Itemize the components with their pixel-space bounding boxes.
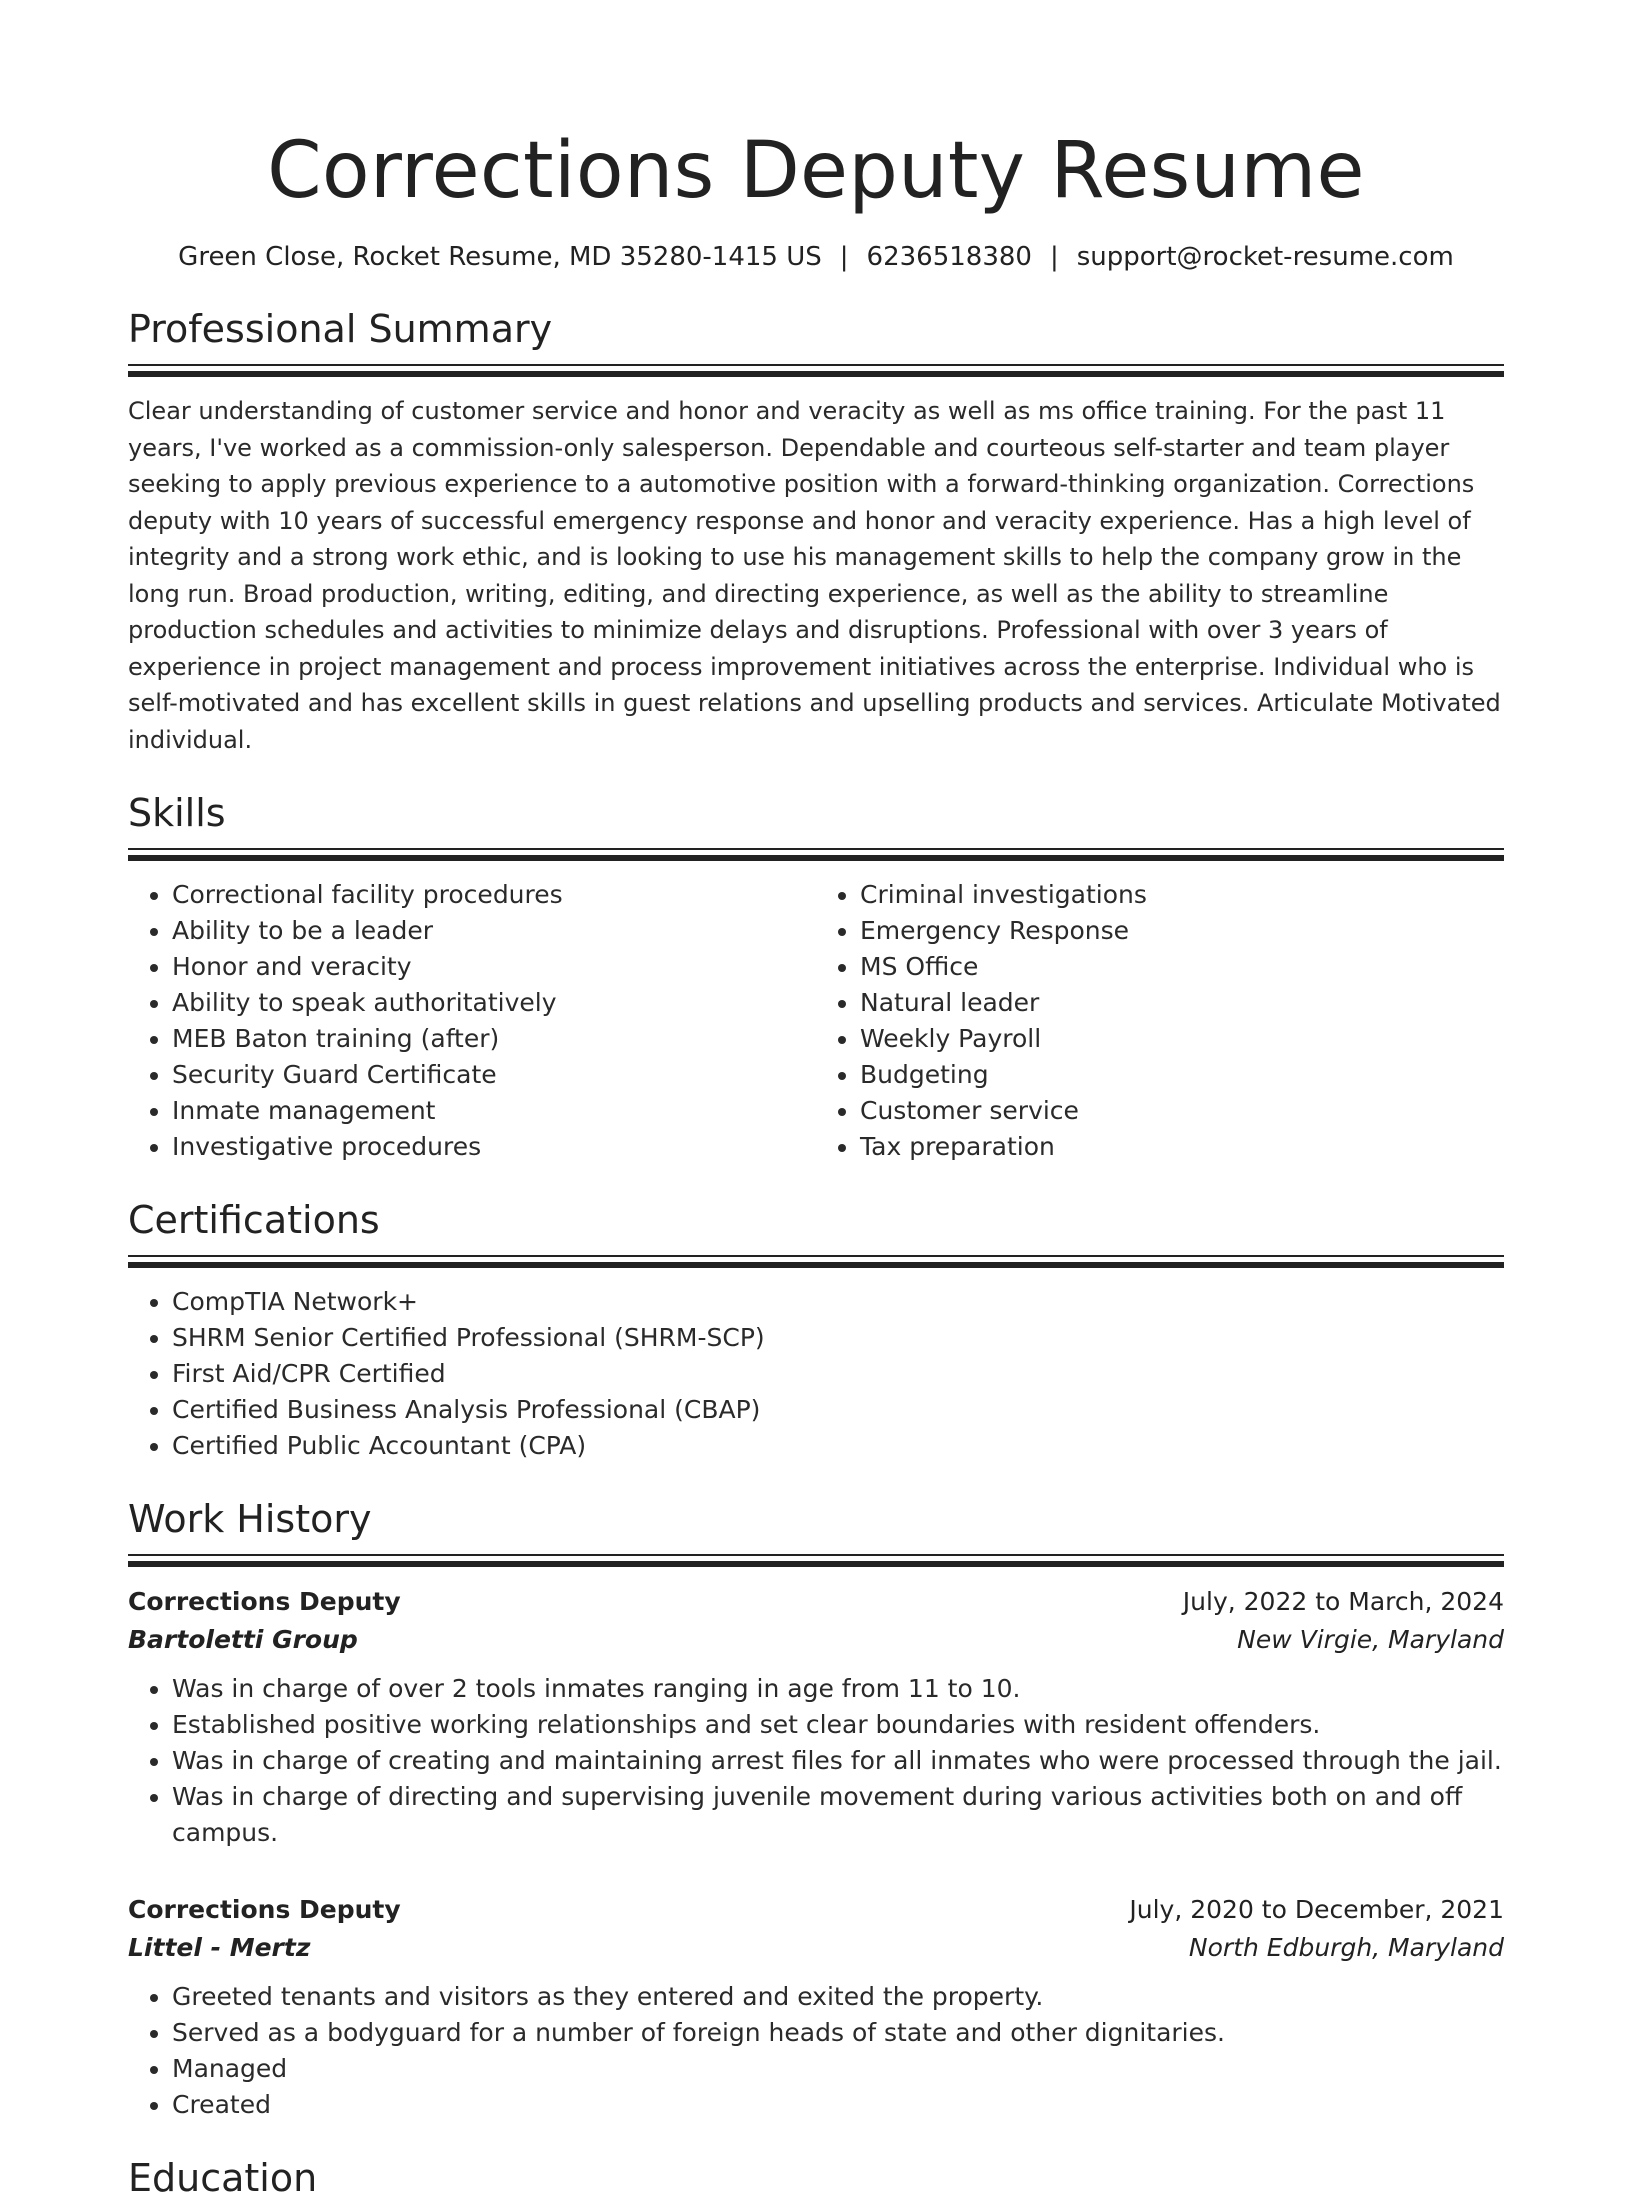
section-divider <box>128 1255 1504 1268</box>
certifications-section <box>128 1197 1504 1464</box>
skill-item: • Customer service <box>860 1093 1504 1129</box>
section-divider <box>128 1554 1504 1567</box>
skill-item: • Natural leader <box>860 985 1504 1021</box>
resume-title: Corrections Deputy Resume <box>267 126 1365 216</box>
job-bullets <box>128 1671 1504 1851</box>
skill-item: • Budgeting <box>860 1057 1504 1093</box>
contact-address: Green Close, Rocket Resume, MD 35280-1415 US <box>178 242 822 272</box>
job-bullet: • Established positive working relationships and set clear boundaries with resident offenders. <box>172 1707 1504 1743</box>
certification-item: • Certified Business Analysis Professional (CBAP) <box>172 1392 1504 1428</box>
education-heading: Education <box>128 2156 318 2200</box>
skill-item: • Emergency Response <box>860 913 1504 949</box>
certifications-heading: Certifications <box>128 1198 380 1242</box>
contact-separator: | <box>1049 242 1059 272</box>
job-bullet: • Created <box>172 2087 1504 2123</box>
job-title: Corrections Deputy <box>128 1587 401 1616</box>
skills-list-left <box>128 877 816 1165</box>
job-bullet: • Was in charge of creating and maintaining arrest files for all inmates who were processed through the jail. <box>172 1743 1504 1779</box>
skill-item: • Honor and veracity <box>172 949 816 985</box>
contact-phone: 6236518380 <box>866 242 1032 272</box>
section-divider <box>128 364 1504 377</box>
skills-section <box>128 790 1504 1165</box>
skills-columns <box>128 877 1504 1165</box>
job-bullet: • Greeted tenants and visitors as they entered and exited the property. <box>172 1979 1504 2015</box>
skill-item: • Criminal investigations <box>860 877 1504 913</box>
skill-item: • Correctional facility procedures <box>172 877 816 913</box>
certification-item: • SHRM Senior Certified Professional (SHRM-SCP) <box>172 1320 1504 1356</box>
education-section <box>128 2155 1504 2201</box>
skills-list-right <box>816 877 1504 1165</box>
contact-separator: | <box>839 242 849 272</box>
job-bullet: • Was in charge of over 2 tools inmates ranging in age from 11 to 10. <box>172 1671 1504 1707</box>
skill-item: • Security Guard Certificate <box>172 1057 816 1093</box>
contact-email: support@rocket-resume.com <box>1076 242 1454 272</box>
summary-text: Clear understanding of customer service and honor and veracity as well as ms office training. For the past 11 years, I've worked as a commission-only salesperson. Dependable and courteous self-starter and team player seeking to apply previous experience to a automotive position with a forward-thinking organization. Corrections deputy with 10 years of successful emergency response and honor and veracity experience. Has a high level of integrity and a strong work ethic, and is looking to use his management skills to help the company grow in the long run. Broad production, writing, editing, and directing experience, as well as the ability to streamline production schedules and activities to minimize delays and disruptions. Professional with over 3 years of experience in project management and process improvement initiatives across the enterprise. Individual who is self-motivated and has excellent skills in guest relations and upselling products and services. Articulate Motivated individual. <box>128 397 1501 754</box>
job-company: Littel - Mertz <box>128 1933 311 1962</box>
summary-section <box>128 306 1504 758</box>
job-company: Bartoletti Group <box>128 1625 358 1654</box>
job-subheader-row <box>128 1929 1504 1967</box>
skills-heading: Skills <box>128 791 226 835</box>
job-location: New Virgie, Maryland <box>1237 1625 1504 1654</box>
job-bullet: • Managed <box>172 2051 1504 2087</box>
job-dates: July, 2022 to March, 2024 <box>1182 1587 1504 1616</box>
work-history-section <box>128 1496 1504 2123</box>
skill-item: • Investigative procedures <box>172 1129 816 1165</box>
job-title: Corrections Deputy <box>128 1895 401 1924</box>
skill-item: • Tax preparation <box>860 1129 1504 1165</box>
skill-item: • Inmate management <box>172 1093 816 1129</box>
job-bullet: • Was in charge of directing and supervising juvenile movement during various activities both on and off campus. <box>172 1779 1504 1851</box>
skill-item: • Ability to speak authoritatively <box>172 985 816 1021</box>
skill-item: • Weekly Payroll <box>860 1021 1504 1057</box>
resume-page <box>128 0 1504 2201</box>
contact-line <box>128 240 1504 274</box>
skill-item: • Ability to be a leader <box>172 913 816 949</box>
job-subheader-row <box>128 1621 1504 1659</box>
skill-item: • MEB Baton training (after) <box>172 1021 816 1057</box>
skill-item: • MS Office <box>860 949 1504 985</box>
job-dates: July, 2020 to December, 2021 <box>1129 1895 1504 1924</box>
certifications-list <box>128 1284 1504 1464</box>
summary-heading: Professional Summary <box>128 307 553 351</box>
job-bullet: • Served as a bodyguard for a number of foreign heads of state and other dignitaries. <box>172 2015 1504 2051</box>
certification-item: • Certified Public Accountant (CPA) <box>172 1428 1504 1464</box>
job-bullets <box>128 1979 1504 2123</box>
job-entry <box>128 1583 1504 1851</box>
certification-item: • CompTIA Network+ <box>172 1284 1504 1320</box>
job-header-row <box>128 1891 1504 1929</box>
job-entry <box>128 1891 1504 2123</box>
job-header-row <box>128 1583 1504 1621</box>
certification-item: • First Aid/CPR Certified <box>172 1356 1504 1392</box>
work-history-heading: Work History <box>128 1497 372 1541</box>
job-location: North Edburgh, Maryland <box>1188 1933 1504 1962</box>
section-divider <box>128 848 1504 861</box>
